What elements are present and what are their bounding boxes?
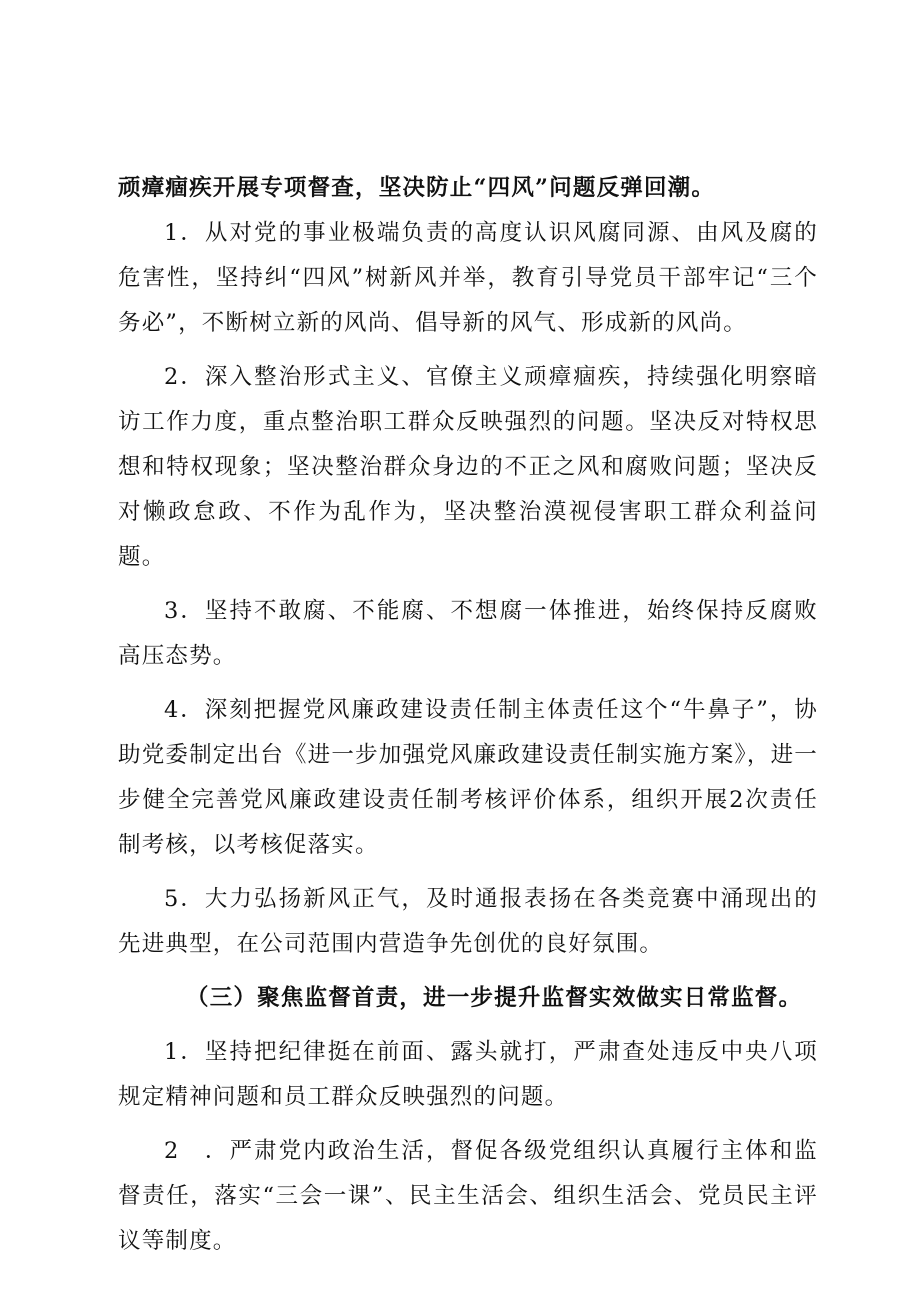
- section-heading-3: （三）聚焦监督首责，进一步提升监督实效做实日常监督。: [186, 985, 803, 1011]
- paragraph-item-2: 2．深入整治形式主义、官僚主义顽瘴痼疾，持续强化明察暗访工作力度，重点整治职工群众反映强烈的问题。坚决反对特权思想和特权现象；坚决整治群众身边的不正之风和腐败问题；坚决反对懒政怠政、不作为乱作为，坚决整治漠视侵害职工群众利益问题。: [118, 364, 818, 570]
- paragraph-item-1: 1．从对党的事业极端负责的高度认识风腐同源、由风及腐的危害性，坚持纠“四风”树新风并举，教育引导党员干部牢记“三个务必”，不断树立新的风尚、倡导新的风气、形成新的风尚。: [118, 220, 818, 336]
- paragraph-item-5: 5．大力弘扬新风正气，及时通报表扬在各类竞赛中涌现出的先进典型，在公司范围内营造争先创优的良好氛围。: [118, 886, 818, 957]
- paragraph-item-3: 3．坚持不敢腐、不能腐、不想腐一体推进，始终保持反腐败高压态势。: [118, 598, 818, 669]
- paragraph-section3-item-1: 1．坚持把纪律挺在前面、露头就打，严肃查处违反中央八项规定精神问题和员工群众反映强烈的问题。: [118, 1039, 818, 1110]
- document-body: [118, 166, 818, 1264]
- paragraph-section3-item-2: 2 ．严肃党内政治生活，督促各级党组织认真履行主体和监督责任，落实“三会一课”、民主生活会、组织生活会、党员民主评议等制度。: [118, 1138, 818, 1254]
- paragraph-item-4: 4．深刻把握党风廉政建设责任制主体责任这个“牛鼻子”，协助党委制定出台《进一步加强党风廉政建设责任制实施方案》，进一步健全完善党风廉政建设责任制考核评价体系，组织开展2次责任制考核，以考核促落实。: [118, 697, 818, 858]
- paragraph-continuation: 顽瘴痼疾开展专项督查，坚决防止“四风”问题反弹回潮。: [118, 175, 716, 201]
